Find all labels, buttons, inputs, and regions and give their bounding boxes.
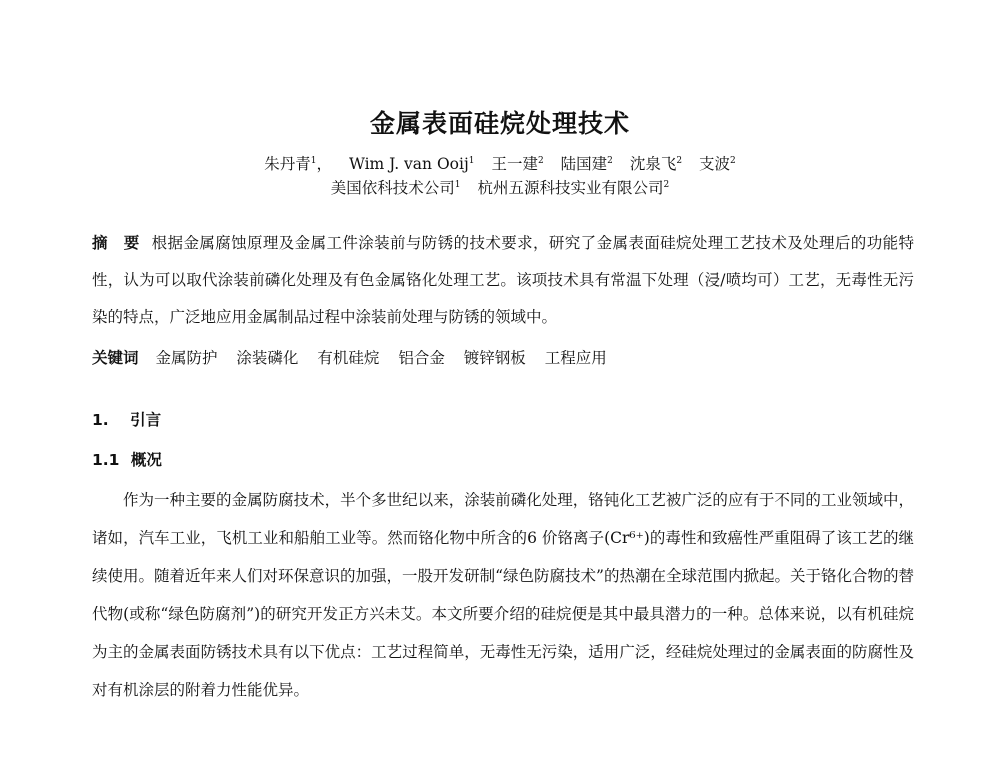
section-title: 引言 — [130, 411, 162, 429]
keyword: 金属防护 — [155, 349, 218, 367]
keyword: 有机硅烷 — [317, 349, 380, 367]
keyword: 工程应用 — [544, 349, 607, 367]
abstract — [92, 225, 914, 336]
subsection-heading — [92, 442, 914, 479]
author-affil-mark: 1 — [468, 156, 475, 166]
author-name: 沈泉飞 — [629, 155, 677, 173]
author-name: 朱丹青 — [264, 155, 311, 173]
affiliation-line — [0, 176, 1000, 198]
subsection-number: 1.1 — [92, 451, 120, 469]
keyword: 涂装磷化 — [236, 349, 299, 367]
author — [264, 152, 332, 174]
body-paragraph: 作为一种主要的金属防腐技术，半个多世纪以来，涂装前磷化处理，铬钝化工艺被广泛的应有于不同的工业领域中，诸如，汽车工业，飞机工业和船舶工业等。然而铬化物中所含的6 价铬离子(Cr⁶⁺)的毒性和致癌性严重阻碍了该工艺的继续使用。随着近年来人们对环保意识的加强，一股开发研制“绿色防腐技术”的热潮在全球范围内掀起。关于铬化合物的替代物(或称“绿色防腐剂”)的研究开发正方兴未艾。本文所要介绍的硅烷便是其中最具潜力的一种。总体来说，以有机硅烷为主的金属表面防锈技术具有以下优点：工艺过程简单，无毒性无污染，适用广泛，经硅烷处理过的金属表面的防腐性及对有机涂层的附着力性能优异。 — [92, 491, 914, 699]
affiliation-name: 美国依科技术公司 — [330, 179, 455, 197]
author-name: 王一建 — [491, 155, 538, 173]
affiliation-name: 杭州五源科技实业有限公司 — [477, 179, 664, 197]
author — [699, 152, 736, 174]
author-affil-mark: 2 — [676, 156, 683, 166]
keywords-label: 关键词 — [92, 349, 139, 367]
keyword: 铝合金 — [398, 349, 445, 367]
author-affil-mark: 1 — [310, 156, 317, 166]
affiliation — [331, 176, 461, 198]
abstract-text: 根据金属腐蚀原理及金属工件涂装前与防锈的技术要求，研究了金属表面硅烷处理工艺技术及处理后的功能特性，认为可以取代涂装前磷化处理及有色金属铬化处理工艺。该项技术具有常温下处理（浸/喷均可）工艺，无毒性无污染的特点，广泛地应用金属制品过程中涂装前处理与防锈的领域中。 — [92, 234, 914, 326]
affiliation-mark: 2 — [663, 180, 670, 190]
section-number: 1. — [92, 411, 109, 429]
author-line — [0, 152, 1000, 174]
keyword: 镀锌钢板 — [463, 349, 526, 367]
paper-title: 金属表面硅烷处理技术 — [369, 109, 630, 138]
author — [561, 152, 613, 174]
author-affil-mark: 2 — [537, 156, 544, 166]
author — [349, 155, 475, 173]
author-separator: ， — [316, 155, 332, 173]
subsection-title: 概况 — [130, 451, 162, 469]
author-name: 陆国建 — [560, 155, 608, 173]
author — [491, 152, 543, 174]
affiliation-mark: 1 — [454, 180, 461, 190]
abstract-label: 摘 要 — [92, 234, 140, 252]
keywords — [92, 340, 914, 377]
affiliation — [477, 176, 669, 198]
author — [630, 152, 682, 174]
author-name: 支波 — [699, 155, 731, 173]
author-affil-mark: 2 — [607, 156, 613, 166]
author-name: Wim J. van Ooij — [348, 155, 469, 173]
section-heading — [92, 402, 914, 439]
author-affil-mark: 2 — [730, 156, 736, 166]
